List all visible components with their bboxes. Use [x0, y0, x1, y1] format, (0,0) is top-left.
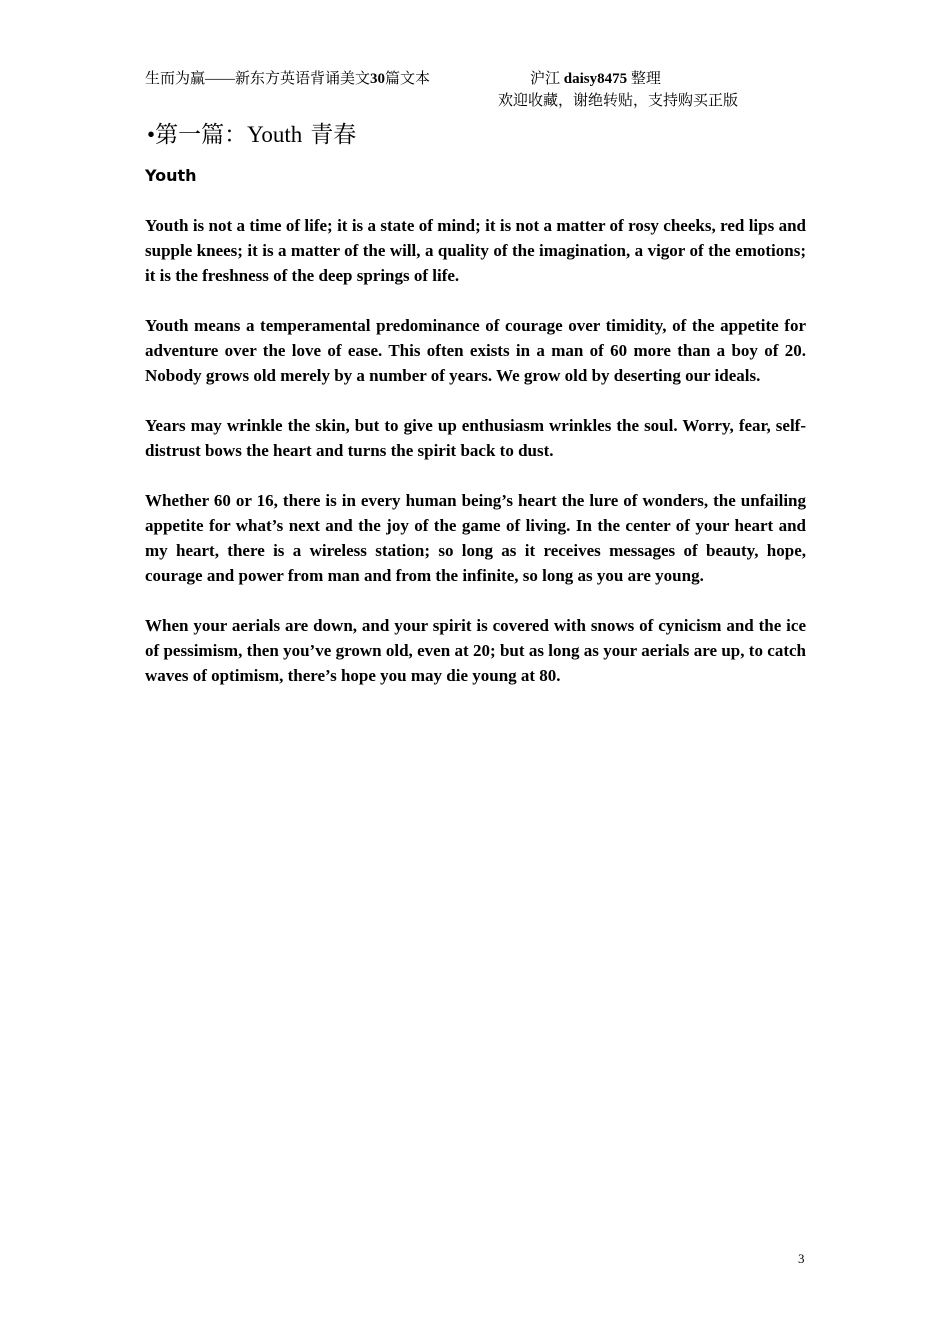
bullet-icon: •	[147, 122, 156, 147]
header-credit	[530, 69, 661, 89]
header-credit-prefix: 沪江	[530, 71, 561, 87]
page-header	[145, 69, 661, 89]
page-number: 3	[798, 1251, 805, 1266]
paragraph-5: When your aerials are down, and your spirit is covered with snows of cynicism and the ice of pessimism, then you’ve grown old, even at 20; but as long as your aerials are up, to catch waves of optimism, there’s hope you may die young at 80.	[145, 616, 806, 685]
header-title-prefix: 生而为赢——新东方英语背诵美文	[145, 71, 371, 87]
paragraph-1: Youth is not a time of life; it is a state of mind; it is not a matter of rosy cheeks, red lips and supple knees; it is a matter of the will, a quality of the imagination, a vigor of the emotions; it is the freshness of the deep springs of life.	[145, 216, 806, 285]
section-title-en: Youth	[247, 122, 303, 147]
paragraph-3: Years may wrinkle the skin, but to give up enthusiasm wrinkles the soul. Worry, fear, self-distrust bows the heart and turns the spirit back to dust.	[145, 416, 806, 460]
header-credit-suffix: 整理	[630, 71, 661, 87]
header-notice: 欢迎收藏，谢绝转贴，支持购买正版	[498, 93, 739, 109]
header-title-number: 30	[370, 71, 386, 87]
section-title-cn: 青春	[310, 122, 357, 147]
header-credit-user: daisy8475	[563, 71, 628, 87]
header-title-suffix: 篇文本	[385, 71, 431, 87]
section-title	[147, 120, 356, 150]
section-label: 第一篇：	[155, 122, 248, 147]
article-title: Youth	[145, 166, 197, 185]
paragraph-2: Youth means a temperamental predominance of courage over timidity, of the appetite for adventure over the love of ease. This often exists in a man of 60 more than a boy of 20. Nobody grows old merely by a number of years. We grow old by deserting our ideals.	[145, 316, 806, 385]
article-body	[145, 213, 806, 713]
paragraph-4: Whether 60 or 16, there is in every human being’s heart the lure of wonders, the unfailing appetite for what’s next and the joy of the game of living. In the center of your heart and my heart, there is a wireless station; so long as it receives messages of beauty, hope, courage and power from man and from the infinite, so long as you are young.	[145, 491, 806, 585]
